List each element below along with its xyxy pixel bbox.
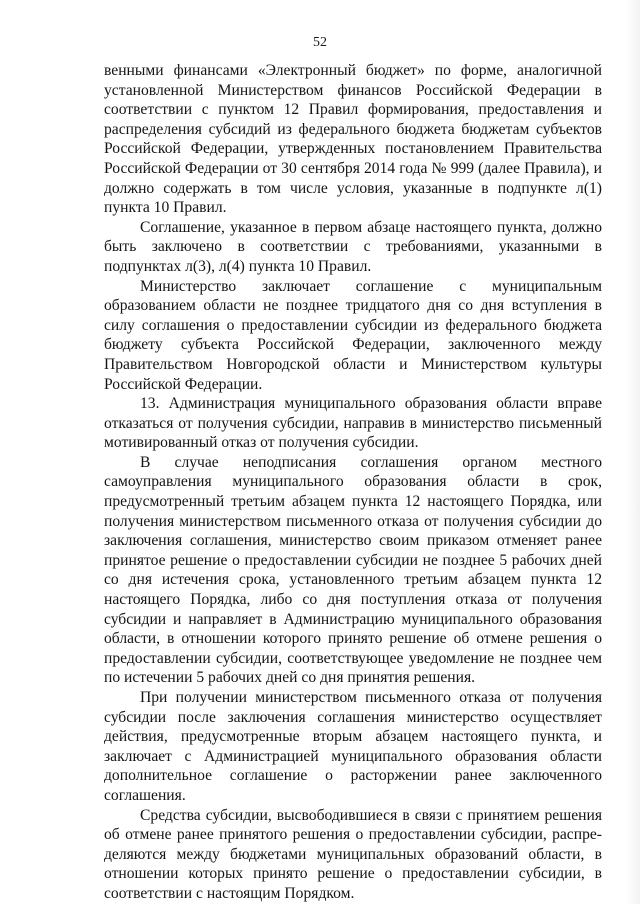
paragraph-continuation: венными финансами «Электронный бюджет» по форме, аналогичной установленной Министерством финансов Российской Федерации в соответствии с пунктом 12 Правил формирования, предоставления и распределения субсидий из федерального бюджета бюджетам субъектов Российской Федерации, утвержденных постановлением Правительства Российской Федерации от 30 сентября 2014 года № 999 (далее Правила), и должно содержать в том числе условия, указанные в подпункте л(1) пункта 10 Правил.	[104, 62, 602, 217]
paragraph-item-13: 13. Администрация муниципального образования области вправе отказаться от получения субсидии, направив в министерство письменный мотивированный отказ от получения субсидии.	[104, 395, 602, 452]
paragraph-agreement-deadline: Министерство заключает соглашение с муниципальным образованием области не позднее тридцатого дня со дня вступления в силу соглашения о предоставлении субсидии из федерального бюджета бюджету субъекта Российской Федерации, заключенного между Правительством Новгородской области и Министерством культуры Российской Федерации.	[104, 277, 602, 393]
paragraph-non-signing: В случае неподписания соглашения органом местного самоуправления муниципального образования области в срок, предусмотренный третьим абзацем пункта 12 настоящего Порядка, или получения министерством письменного отказа от получения субсидии до заключения соглашения, министерство своим приказом отменяет ранее принятое решение о предоставлении субсидии не позднее 5 рабочих дней со дня истечения срока, установленного третьим абзацем пункта 12 настоящего Порядка, либо со дня поступления отказа от получения субсидии и направляет в Администрацию муниципального образования области, в отношении которого принято решение об отмене решения о предоставлении субсидии, соответствующее уведомление не позднее чем по истечении 5 рабочих дней со дня принятия решения.	[104, 453, 602, 687]
paragraph-refusal-after-agreement: При получении министерством письменного отказа от получения субсидии после заключения соглашения министерство осуществляет действия, предусмотренные вторым абзацем настоящего пункта, и заключает с Администрацией муниципального образования области дополнительное соглашение о расторжении ранее заключенного соглашения.	[104, 689, 602, 804]
page-number: 52	[313, 35, 327, 50]
paragraph-redistribution: Средства субсидии, высвободившиеся в связи с принятием решения об отмене ранее принятого решения о предоставлении субсидии, распределяются между бюджетами муниципальных образований области, в отношении которых принято решение о предоставлении субсидии, в соответствии с настоящим Порядком.	[104, 806, 602, 902]
scan-edge-shadow	[626, 0, 640, 904]
paragraph-agreement-requirements: Соглашение, указанное в первом абзаце настоящего пункта, должно быть заключено в соответствии с требованиями, указанными в подпунктах л(3), л(4) пункта 10 Правил.	[104, 218, 602, 275]
document-body	[104, 61, 602, 904]
